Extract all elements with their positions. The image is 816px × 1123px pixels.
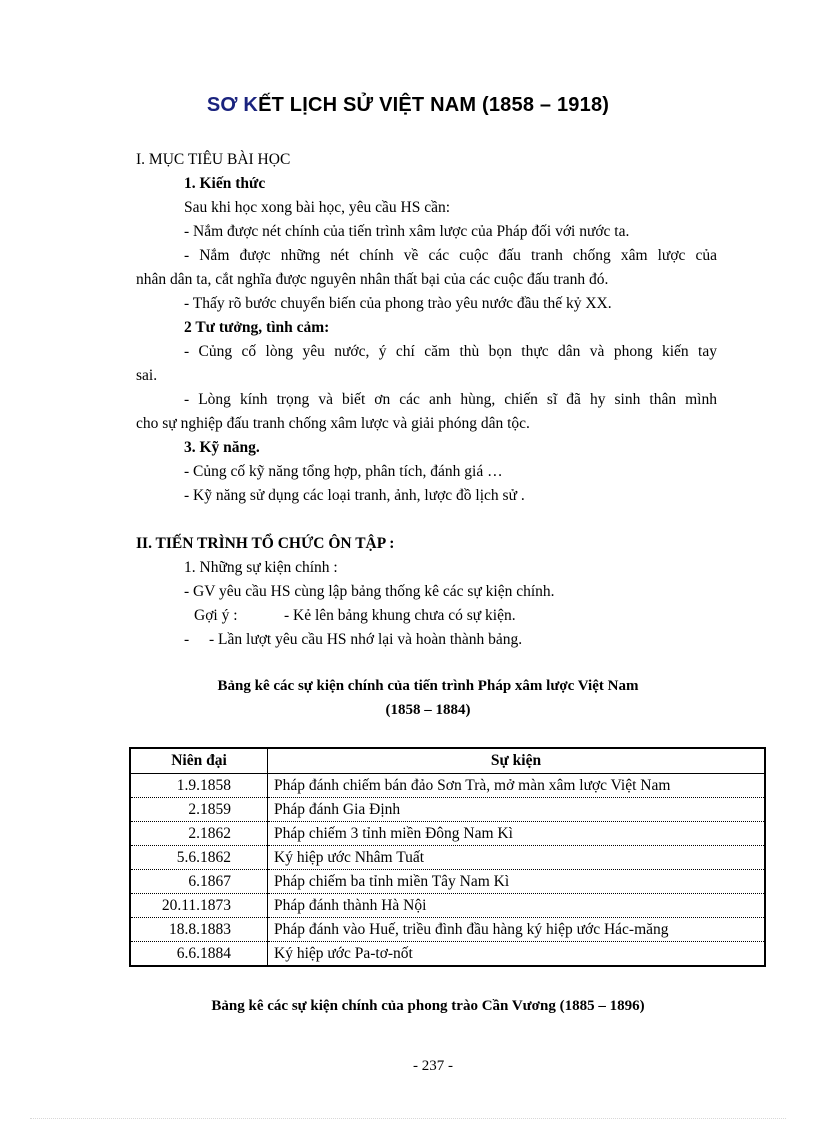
row-date: 2.1862 [130,822,268,846]
row-date: 2.1859 [130,798,268,822]
table1-caption-line-1: Bảng kê các sự kiện chính của tiến trình Pháp xâm lược Việt Nam [217,678,639,694]
row-event: Ký hiệp ước Nhâm Tuất [268,846,766,870]
section2-heading: II. TIẾN TRÌNH TỔ CHỨC ÔN TẬP : [136,535,395,552]
attitude-item-1-line-1: - Củng cố lòng yêu nước, ý chí căm thù bọn thực dân và phong kiến tay [184,343,717,360]
section2-line-3: - Lần lượt yêu cầu HS nhớ lại và hoàn thành bảng. [209,631,523,648]
skills-item-1: - Củng cố kỹ năng tổng hợp, phân tích, đánh giá … [184,463,503,480]
page-title [0,94,816,117]
section2-line-3-dash: - [184,631,190,648]
knowledge-item-1: - Nắm được nét chính của tiến trình xâm lược của Pháp đối với nước ta. [184,223,630,240]
row-date: 1.9.1858 [130,774,268,798]
page-number: - 237 - [413,1058,453,1074]
row-event: Pháp chiếm ba tỉnh miền Tây Nam Kì [268,870,766,894]
table1-caption-line-2: (1858 – 1884) [385,702,471,718]
attitude-item-2-line-2: cho sự nghiệp đấu tranh chống xâm lược và giải phóng dân tộc. [136,415,530,432]
row-event: Pháp đánh Gia Định [268,798,766,822]
table-row [130,942,765,967]
knowledge-heading: 1. Kiến thức [184,175,266,192]
table-row [130,894,765,918]
row-date: 18.8.1883 [130,918,268,942]
table-row [130,870,765,894]
knowledge-item-2-line-2: nhân dân ta, cắt nghĩa được nguyên nhân thất bại của các cuộc đấu tranh đó. [136,271,609,288]
skills-item-2: - Kỹ năng sử dụng các loại tranh, ảnh, lược đồ lịch sử . [184,487,525,504]
table-row [130,918,765,942]
column-header-date: Niên đại [130,748,268,774]
hint-text: - Kẻ lên bảng khung chưa có sự kiện. [284,607,516,624]
knowledge-intro: Sau khi học xong bài học, yêu cầu HS cần: [184,199,451,216]
row-date: 6.6.1884 [130,942,268,967]
row-event: Pháp đánh chiếm bán đảo Sơn Trà, mở màn xâm lược Việt Nam [268,774,766,798]
footer-divider [30,1118,786,1119]
title-accent: SƠ K [206,94,259,116]
table-header-row [130,748,765,774]
column-header-event: Sự kiện [268,748,766,774]
row-date: 5.6.1862 [130,846,268,870]
knowledge-item-3: - Thấy rõ bước chuyển biến của phong trào yêu nước đầu thế kỷ XX. [184,295,612,312]
section2-sub-1: 1. Những sự kiện chính : [184,559,338,576]
table-row [130,774,765,798]
row-event: Pháp đánh thành Hà Nội [268,894,766,918]
title-rest: ẾT LỊCH SỬ VIỆT NAM (1858 – 1918) [258,94,610,116]
table-row [130,798,765,822]
knowledge-item-2-line-1: - Nắm được những nét chính về các cuộc đấu tranh chống xâm lược của [184,247,717,264]
table-row [130,822,765,846]
row-date: 20.11.1873 [130,894,268,918]
attitude-item-2-line-1: - Lòng kính trọng và biết ơn các anh hùng, chiến sĩ đã hy sinh thân mình [184,391,717,408]
hint-label: Gợi ý : [194,607,238,624]
row-event: Ký hiệp ước Pa-tơ-nốt [268,942,766,967]
section2-line-1: - GV yêu cầu HS cùng lập bảng thống kê các sự kiện chính. [184,583,555,600]
events-table [129,747,766,967]
skills-heading: 3. Kỹ năng. [184,439,260,456]
row-date: 6.1867 [130,870,268,894]
table2-caption: Bảng kê các sự kiện chính của phong trào Cần Vương (1885 – 1896) [211,998,645,1014]
row-event: Pháp chiếm 3 tỉnh miền Đông Nam Kì [268,822,766,846]
section1-heading: I. MỤC TIÊU BÀI HỌC [136,151,291,168]
attitude-heading: 2 Tư tưởng, tình cảm: [184,319,330,336]
row-event: Pháp đánh vào Huế, triều đình đầu hàng ký hiệp ước Hác-măng [268,918,766,942]
table-row [130,846,765,870]
attitude-item-1-line-2: sai. [136,367,158,384]
